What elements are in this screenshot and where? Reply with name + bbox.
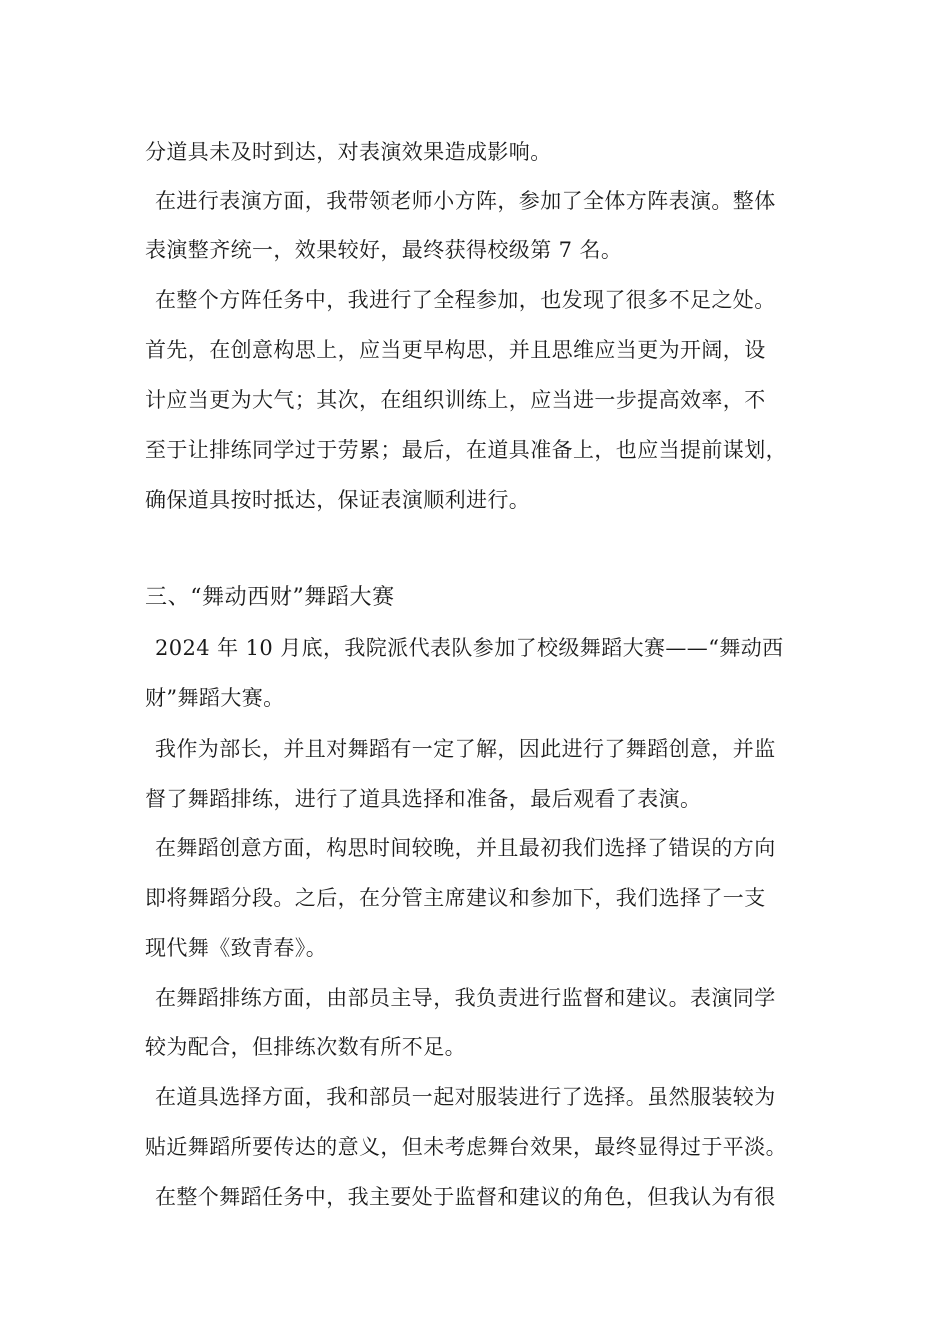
paragraph-line: 在舞蹈创意方面，构思时间较晚，并且最初我们选择了错误的方向	[155, 836, 776, 860]
paragraph-line: 在舞蹈排练方面，由部员主导，我负责进行监督和建议。表演同学	[155, 986, 776, 1010]
paragraph-line: 督了舞蹈排练，进行了道具选择和准备，最后观看了表演。	[145, 787, 702, 811]
paragraph-line: 表演整齐统一，效果较好，最终获得校级第 7 名。	[145, 238, 623, 262]
paragraph-line: 计应当更为大气；其次，在组织训练上，应当进一步提高效率，不	[145, 388, 766, 412]
paragraph-line: 在整个方阵任务中，我进行了全程参加，也发现了很多不足之处。	[155, 288, 776, 312]
paragraph-line: 较为配合，但排练次数有所不足。	[145, 1035, 466, 1059]
paragraph-line: 贴近舞蹈所要传达的意义，但未考虑舞台效果，最终显得过于平淡。	[145, 1135, 787, 1159]
paragraph-line: 确保道具按时抵达，保证表演顺利进行。	[145, 488, 531, 512]
section-heading: 三、“舞动西财”舞蹈大赛	[145, 585, 395, 610]
paragraph-line: 在整个舞蹈任务中，我主要处于监督和建议的角色，但我认为有很	[155, 1185, 776, 1209]
paragraph-line: 首先，在创意构思上，应当更早构思，并且思维应当更为开阔，设	[145, 338, 766, 362]
paragraph-line: 即将舞蹈分段。之后，在分管主席建议和参加下，我们选择了一支	[145, 886, 766, 910]
paragraph-line: 2024 年 10 月底，我院派代表队参加了校级舞蹈大赛——“舞动西	[155, 636, 784, 660]
paragraph-line: 现代舞《致青春》。	[145, 936, 328, 960]
paragraph-line: 分道具未及时到达，对表演效果造成影响。	[145, 140, 552, 164]
paragraph-line: 我作为部长，并且对舞蹈有一定了解，因此进行了舞蹈创意，并监	[155, 737, 776, 761]
paragraph-line: 在进行表演方面，我带领老师小方阵，参加了全体方阵表演。整体	[155, 189, 776, 213]
paragraph-line: 在道具选择方面，我和部员一起对服装进行了选择。虽然服装较为	[155, 1085, 776, 1109]
paragraph-line: 至于让排练同学过于劳累；最后，在道具准备上，也应当提前谋划，	[145, 438, 787, 462]
paragraph-line: 财”舞蹈大赛。	[145, 686, 285, 710]
